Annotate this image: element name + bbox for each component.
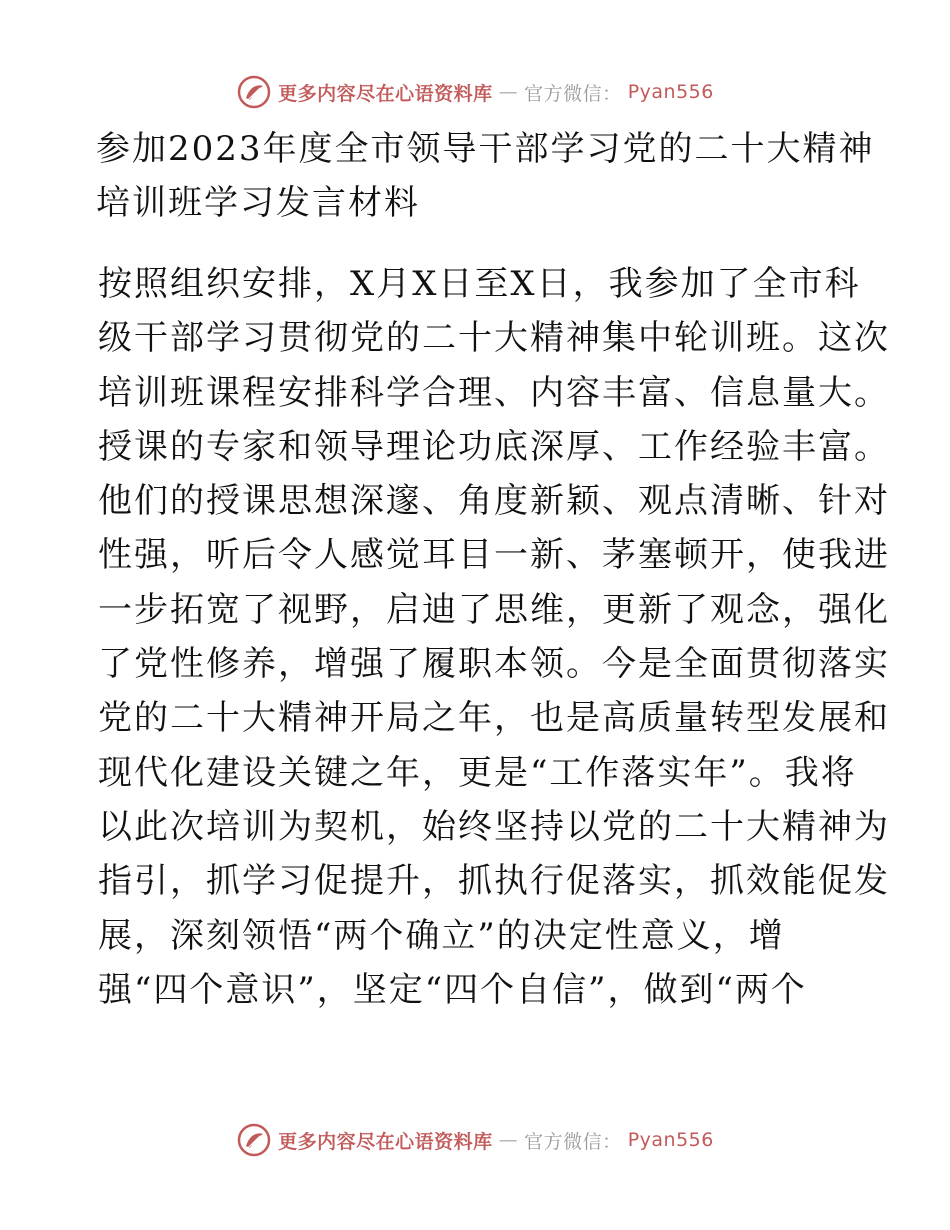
watermark-wechat-id: Pyan556 [627,81,714,103]
watermark-separator: — [498,81,519,103]
logo-icon [236,1122,272,1158]
body-line: 指引，抓学习促提升，抓执行促落实，抓效能促发 [98,861,890,902]
body-line: 他们的授课思想深邃、角度新颖、观点清晰、针对 [98,481,890,522]
document-title [96,122,875,230]
watermark-brand: 更多内容尽在心语资料库 [278,82,493,105]
body-line: 党的二十大精神开局之年，也是高质量转型发展和 [98,698,890,739]
body-line: 级干部学习贯彻党的二十大精神集中轮训班。这次 [98,318,890,359]
watermark-header [0,72,950,112]
watermark-wechat-id: Pyan556 [627,1129,714,1151]
body-line: 了党性修养，增强了履职本领。今是全面贯彻落实 [98,644,890,685]
title-line: 参加2023年度全市领导干部学习党的二十大精神 [96,129,875,169]
watermark-footer [0,1120,950,1160]
body-line: 一步拓宽了视野，启迪了思维，更新了观念，强化 [98,589,890,630]
watermark-official-label: 官方微信： [524,82,622,105]
body-line: 强“四个意识”，坚定“四个自信”，做到“两个 [98,969,807,1010]
body-line: 按照组织安排，X月X日至X日，我参加了全市科 [98,264,861,304]
body-line: 培训班课程安排科学合理、内容丰富、信息量大。 [98,372,890,413]
watermark-separator: — [498,1129,519,1151]
body-paragraph [98,257,890,1017]
body-line: 现代化建设关键之年，更是“工作落实年”。我将 [98,752,857,793]
body-line: 以此次培训为契机，始终坚持以党的二十大精神为 [98,806,890,847]
body-line: 授课的专家和领导理论功底深厚、工作经验丰富。 [98,426,890,467]
body-line: 性强，听后令人感觉耳目一新、茅塞顿开，使我进 [98,535,890,576]
logo-icon [236,74,272,110]
body-line: 展，深刻领悟“两个确立”的决定性意义，增 [98,915,785,956]
watermark-official-label: 官方微信： [524,1130,622,1153]
title-line: 培训班学习发言材料 [96,183,420,223]
watermark-brand: 更多内容尽在心语资料库 [278,1130,493,1153]
